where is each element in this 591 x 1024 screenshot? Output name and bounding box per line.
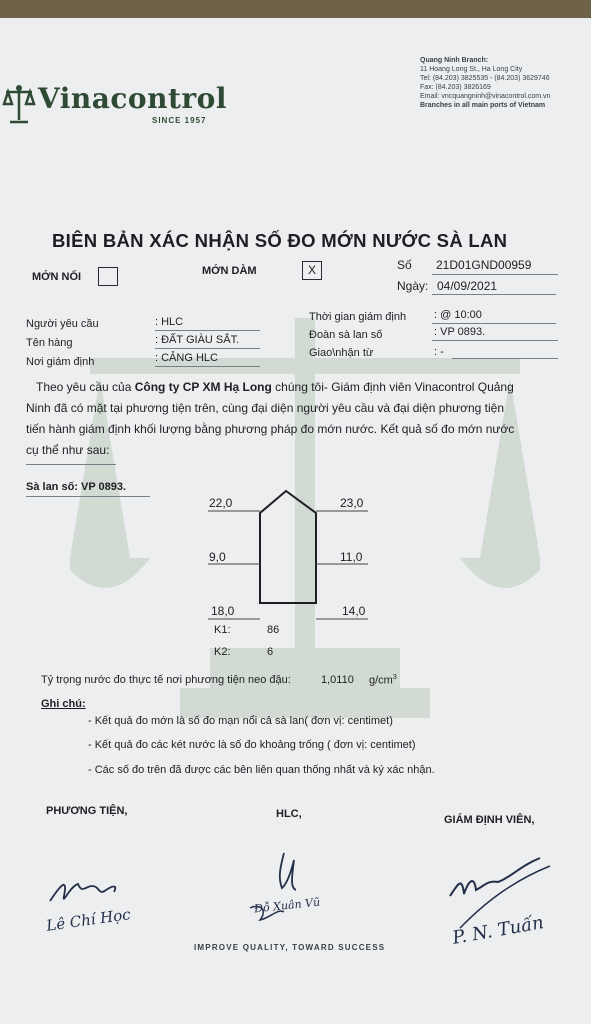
- document-page: [0, 18, 591, 1024]
- branch-line: 11 Hoang Long St., Ha Long City: [420, 66, 523, 73]
- left-bot-value: 18,0: [211, 604, 235, 618]
- k1-label: K1:: [214, 624, 231, 636]
- ten-hang-label: Tên hàng: [26, 337, 73, 349]
- right-top-value: 23,0: [340, 496, 364, 510]
- ngay-underline: [432, 294, 556, 295]
- document-title: BIÊN BẢN XÁC NHẬN SỐ ĐO MỚN NƯỚC SÀ LAN: [52, 230, 508, 251]
- info-underline: [155, 366, 260, 367]
- right-mid-value: 11,0: [340, 550, 363, 564]
- branch-line: Fax: (84.203) 3826169: [420, 84, 491, 91]
- para-underline: [26, 464, 116, 465]
- signature-left: [40, 856, 160, 956]
- para-line: tiến hành giám định khối lượng bằng phương pháp đo mớn nước. Kết quả số đo mớn nước: [26, 422, 515, 436]
- intro-paragraph: [26, 377, 556, 461]
- footer-slogan: IMPROVE QUALITY, TOWARD SUCCESS: [194, 943, 386, 952]
- ngay-label: Ngày:: [397, 279, 429, 293]
- doan-sa-lan-value: : VP 0893.: [434, 326, 486, 338]
- barge-outline: [260, 491, 316, 603]
- thoi-gian-value: : @ 10:00: [434, 309, 482, 321]
- scale-logo-icon: [2, 82, 36, 126]
- barge-underline: [26, 496, 150, 497]
- density-unit-sup: 3: [392, 674, 397, 681]
- mon-dam-checkbox: X: [302, 261, 322, 280]
- branch-line: Quang Ninh Branch:: [420, 57, 489, 64]
- giao-nhan-label: Giao\nhận từ: [309, 347, 374, 359]
- signature-right-name: P. N. Tuấn: [450, 912, 546, 949]
- info-underline: [432, 323, 556, 324]
- barge-label: Sà lan số: VP 0893.: [26, 481, 127, 493]
- notes-title: Ghi chú:: [41, 698, 86, 710]
- info-underline: [155, 330, 260, 331]
- k2-value: 6: [267, 646, 274, 658]
- giao-nhan-value: : -: [434, 346, 444, 358]
- ngay-value: 04/09/2021: [437, 279, 498, 293]
- so-label: Số: [397, 258, 412, 272]
- signature-mid: [240, 848, 350, 943]
- density-unit-text: g/cm: [369, 674, 393, 687]
- para-line: Ninh đã có mặt tại phương tiện trên, cùng đại diện người yêu cầu và đại diện phương tiện: [26, 401, 505, 415]
- left-mid-value: 9,0: [209, 550, 226, 564]
- phuong-tien-heading: PHƯƠNG TIỆN,: [46, 805, 128, 817]
- branch-line: Email: vncquangninh@vinacontrol.com.vn: [420, 93, 551, 100]
- para-text: Theo yêu cầu của: [36, 380, 135, 394]
- branch-line: Tel: (84.203) 3825535 - (84.203) 3629746: [420, 75, 550, 82]
- right-bot-value: 14,0: [342, 604, 366, 618]
- branch-info: [420, 56, 550, 110]
- mon-noi-checkbox: [98, 267, 118, 286]
- doan-sa-lan-label: Đoàn sà lan số: [309, 329, 383, 341]
- nguoi-yeu-cau-label: Người yêu cầu: [26, 318, 99, 330]
- mon-noi-label: MỚN NỔI: [32, 271, 82, 283]
- nguoi-yeu-cau-value: : HLC: [155, 316, 184, 328]
- density-value: 1,0110: [321, 674, 354, 686]
- left-top-value: 22,0: [209, 496, 233, 510]
- giam-dinh-vien-heading: GIÁM ĐỊNH VIÊN,: [444, 814, 535, 826]
- branch-line: Branches in all main ports of Vietnam: [420, 102, 546, 109]
- para-text: chúng tôi- Giám định viên Vinacontrol Quảng: [271, 380, 514, 394]
- noi-giam-dinh-value: : CẢNG HLC: [155, 352, 218, 364]
- brand-logo-text: Vinacontrol: [38, 82, 227, 115]
- so-value: 21D01GND00959: [436, 258, 532, 272]
- ten-hang-value: : ĐẤT GIÀU SẮT.: [155, 334, 240, 346]
- noi-giam-dinh-label: Nơi giám định: [26, 356, 95, 368]
- info-underline: [432, 340, 558, 341]
- para-line: cụ thể như sau:: [26, 443, 110, 457]
- hlc-heading: HLC,: [276, 808, 302, 820]
- k1-value: 86: [267, 624, 280, 636]
- signature-mid-name: Đỗ Xuân Vũ: [253, 895, 321, 916]
- thoi-gian-label: Thời gian giám định: [309, 311, 407, 323]
- so-underline: [432, 274, 558, 275]
- info-underline: [452, 358, 558, 359]
- mon-dam-label: MỚN DÀM: [202, 265, 257, 277]
- note-item: - Các số đo trên đã được các bên liên quan thống nhất và ký xác nhận.: [88, 764, 435, 776]
- brand-since: SINCE 1957: [152, 116, 207, 125]
- density-label: Tỷ trọng nước đo thực tế nơi phương tiện neo đậu:: [41, 674, 291, 686]
- signature-right: [440, 856, 580, 966]
- signature-left-name: Lê Chí Học: [45, 905, 132, 935]
- k2-label: K2:: [214, 646, 231, 658]
- note-item: - Kết quả đo mớn là số đo mạn nổi cả sà lan( đơn vị: centimet): [88, 715, 393, 727]
- density-unit: [369, 674, 397, 687]
- company-name: Công ty CP XM Hạ Long: [134, 380, 272, 394]
- info-underline: [155, 348, 260, 349]
- note-item: - Kết quả đo các két nước là số đo khoảng trống ( đơn vị: centimet): [88, 739, 416, 751]
